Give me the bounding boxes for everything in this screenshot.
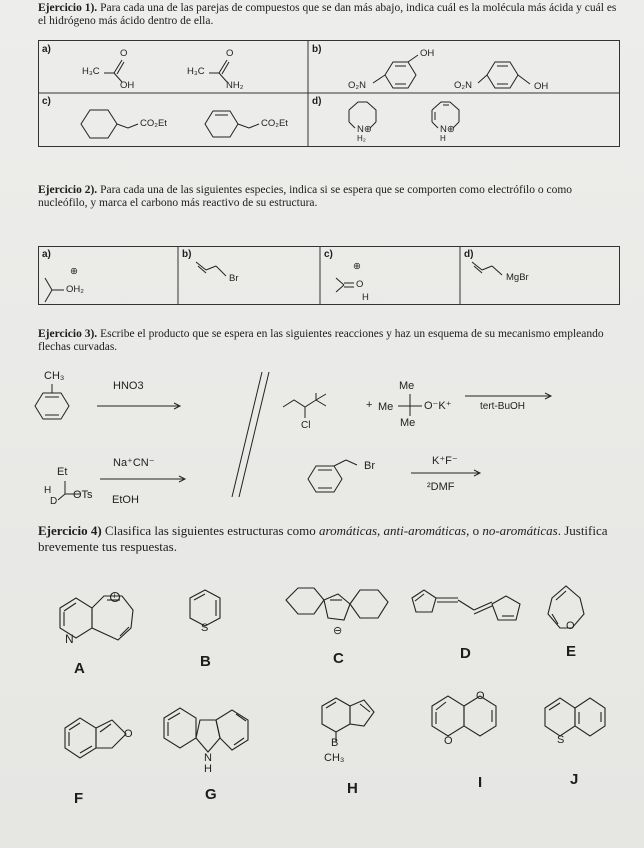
ex2-text: Para cada una de las siguientes especies, indica si se espera que se comporten como electrófilo o como nucleófilo, y marca el carbono más reactivo de su estructura. (38, 184, 573, 209)
ex4-letter-j: J (570, 771, 579, 788)
ex1b-oh-1: OH (420, 48, 435, 59)
ex4-a-plus: + (112, 591, 118, 601)
ex4-letter-h: H (347, 780, 358, 797)
ex2-title: Ejercicio 2). (38, 184, 98, 196)
ex3-r3-me-top: Me (399, 380, 415, 392)
ex1b-oh-2: OH (534, 81, 549, 92)
ex4-g-n: N (204, 752, 212, 764)
ex3-title: Ejercicio 3). (38, 328, 98, 340)
ex4-title: Ejercicio 4) (38, 523, 102, 538)
ex2c-o: O (356, 279, 364, 290)
ex3-r3-cl: Cl (301, 420, 311, 431)
ex3-r1-reagent: HNO3 (113, 380, 144, 392)
ex1d-n-1: N⊕ (357, 124, 372, 135)
ex4-italic-1: aromáticas, anti-aromáticas, (319, 523, 470, 538)
ex4-text-3: . Justifica brevemente tus respuestas. (38, 523, 608, 554)
ex1b-o2n-2: O₂N (454, 80, 472, 91)
ex1-title: Ejercicio 1). (38, 2, 98, 14)
ex1-label-a: a) (42, 44, 51, 55)
ex4-c-minus: ⊖ (333, 625, 343, 637)
ex3-r3-plus: + (366, 399, 373, 411)
ex4-g-h: H (204, 763, 212, 775)
ex4-a-n: N (65, 632, 74, 646)
ex3-r2-h: H (44, 485, 52, 496)
ex1-label-c: c) (42, 96, 51, 107)
ex4-letter-i: I (478, 774, 483, 791)
ex1a-h3c-2: H₃C (187, 66, 205, 77)
ex2-label-a: a) (42, 249, 51, 260)
ex4-i-o1: O (476, 690, 485, 702)
ex3-r3-ok: O⁻K⁺ (424, 400, 452, 412)
ex4-i-o2: O (444, 735, 453, 747)
ex4-b-s: S (201, 622, 209, 634)
ex2b-br: Br (229, 273, 239, 284)
ex3-r1-ch3: CH₃ (44, 370, 65, 382)
ex3-r2-et: Et (57, 466, 68, 478)
ex3-r2-ots: OTs (73, 489, 93, 501)
ex1a-o-2: O (226, 48, 234, 59)
ex1a-h3c-1: H₃C (82, 66, 100, 77)
ex2-label-c: c) (324, 249, 333, 260)
ex1c-co2et-1: CO₂Et (140, 118, 167, 129)
ex4-e-o: O (566, 620, 575, 632)
ex4-letter-b: B (200, 653, 211, 670)
ex4-letter-d: D (460, 645, 471, 662)
ex4-letter-a: A (74, 660, 85, 677)
ex4-h-ch3: CH₃ (324, 752, 345, 764)
ex4-letter-f: F (74, 790, 84, 807)
ex1-label-b: b) (312, 44, 322, 55)
ex2a-charge: ⊕ (70, 266, 78, 277)
ex3-text: Escribe el producto que se espera en las siguientes reacciones y haz un esquema de su mecanismo empleando flechas curvadas. (38, 328, 604, 353)
ex1d-n-2: N⊕ (440, 124, 455, 135)
ex1a-oh: OH (120, 80, 135, 91)
ex4-text-2: o (469, 523, 483, 538)
ex1d-h2: H₂ (357, 134, 366, 143)
ex2-label-d: d) (464, 249, 474, 260)
ex4-f-o: O (124, 728, 133, 740)
ex4-italic-2: no-aromáticas (482, 523, 558, 538)
ex1d-h: H (440, 134, 446, 143)
ex1c-co2et-2: CO₂Et (261, 118, 288, 129)
ex2c-h: H (362, 292, 369, 303)
ex2a-oh2: OH₂ (66, 284, 84, 295)
ex3-r2-reagent-bottom: EtOH (112, 494, 139, 506)
ex3-r4-reagent-bottom: ²DMF (427, 481, 455, 493)
ex3-r2-reagent-top: Na⁺CN⁻ (113, 457, 155, 469)
ex3-r4-reagent-top: K⁺F⁻ (432, 455, 458, 467)
ex1a-o-1: O (120, 48, 128, 59)
ex3-r3-me-left: Me (378, 401, 394, 413)
ex3-r3-me-bottom: Me (400, 417, 416, 429)
ex1-label-d: d) (312, 96, 322, 107)
ex4-letter-g: G (205, 786, 217, 803)
ex2c-charge: ⊕ (353, 261, 361, 272)
ex1-text: Para cada una de las parejas de compuestos que se dan más abajo, indica cuál es la molécula más ácida y cuál es el hidrógeno más ácido dentro de ella. (38, 2, 617, 27)
ex3-r2-d: D (50, 496, 58, 507)
ex4-text: Clasifica las siguientes estructuras como (101, 523, 319, 538)
ex4-letter-c: C (333, 650, 344, 667)
ex1b-o2n-1: O₂N (348, 80, 366, 91)
ex4-h-b: B (331, 737, 339, 749)
ex2-label-b: b) (182, 249, 192, 260)
ex4-j-s: S (557, 734, 565, 746)
ex3-r4-br: Br (364, 460, 375, 472)
ex3-r3-reagent: tert-BuOH (480, 401, 526, 412)
ex2d-mgbr: MgBr (506, 272, 529, 283)
ex1a-nh2: NH₂ (226, 80, 244, 91)
ex4-letter-e: E (566, 643, 577, 660)
